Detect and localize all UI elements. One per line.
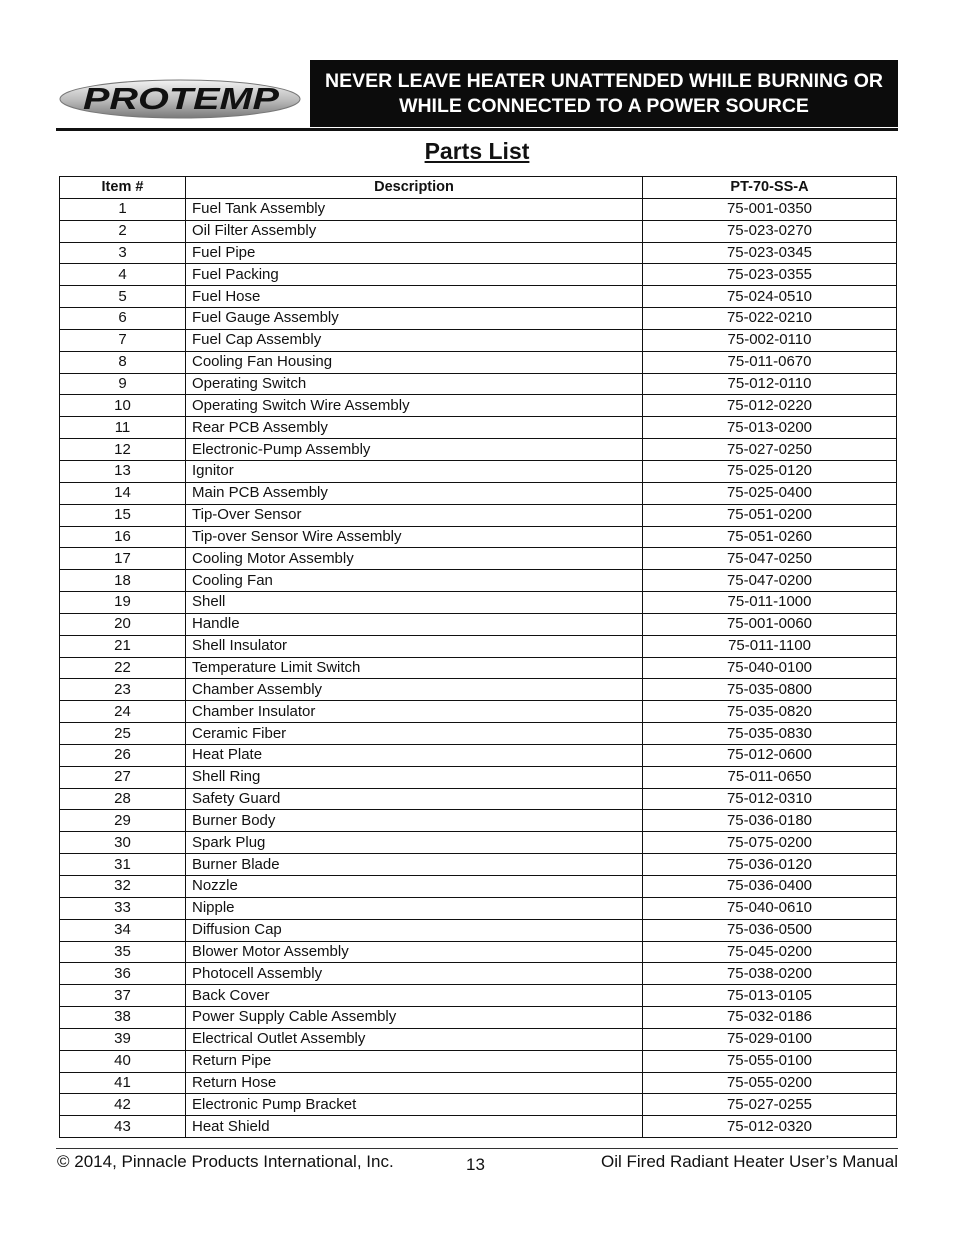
table-row xyxy=(60,985,897,1007)
description-cell: Fuel Tank Assembly xyxy=(186,198,643,220)
description-cell: Photocell Assembly xyxy=(186,963,643,985)
page-number: 13 xyxy=(466,1155,485,1174)
part-number-cell: 75-047-0200 xyxy=(643,570,897,592)
item-number-cell: 6 xyxy=(60,308,186,330)
part-number-cell: 75-029-0100 xyxy=(643,1028,897,1050)
table-row xyxy=(60,1094,897,1116)
description-cell: Oil Filter Assembly xyxy=(186,220,643,242)
table-row xyxy=(60,351,897,373)
item-number-cell: 33 xyxy=(60,897,186,919)
item-number-cell: 22 xyxy=(60,657,186,679)
warning-line-1: NEVER LEAVE HEATER UNATTENDED WHILE BURNING OR xyxy=(325,69,883,92)
description-cell: Temperature Limit Switch xyxy=(186,657,643,679)
part-number-cell: 75-013-0200 xyxy=(643,417,897,439)
item-number-cell: 39 xyxy=(60,1028,186,1050)
part-number-cell: 75-024-0510 xyxy=(643,286,897,308)
table-row xyxy=(60,592,897,614)
part-number-cell: 75-011-1000 xyxy=(643,592,897,614)
description-cell: Cooling Fan Housing xyxy=(186,351,643,373)
part-number-cell: 75-055-0200 xyxy=(643,1072,897,1094)
table-row xyxy=(60,264,897,286)
table-row xyxy=(60,701,897,723)
table-row xyxy=(60,198,897,220)
part-number-cell: 75-012-0600 xyxy=(643,744,897,766)
part-number-cell: 75-001-0350 xyxy=(643,198,897,220)
item-number-cell: 8 xyxy=(60,351,186,373)
table-row xyxy=(60,1028,897,1050)
item-number-cell: 28 xyxy=(60,788,186,810)
table-row xyxy=(60,897,897,919)
item-number-cell: 17 xyxy=(60,548,186,570)
description-cell: Fuel Gauge Assembly xyxy=(186,308,643,330)
item-number-cell: 34 xyxy=(60,919,186,941)
part-number-cell: 75-012-0110 xyxy=(643,373,897,395)
item-number-cell: 36 xyxy=(60,963,186,985)
part-number-cell: 75-051-0200 xyxy=(643,504,897,526)
table-row xyxy=(60,504,897,526)
part-number-cell: 75-036-0500 xyxy=(643,919,897,941)
description-cell: Electrical Outlet Assembly xyxy=(186,1028,643,1050)
table-row xyxy=(60,613,897,635)
description-cell: Nipple xyxy=(186,897,643,919)
table-row xyxy=(60,548,897,570)
description-cell: Operating Switch Wire Assembly xyxy=(186,395,643,417)
item-number-cell: 3 xyxy=(60,242,186,264)
item-number-cell: 41 xyxy=(60,1072,186,1094)
column-header-part-number: PT-70-SS-A xyxy=(643,177,897,199)
part-number-cell: 75-036-0400 xyxy=(643,876,897,898)
part-number-cell: 75-040-0100 xyxy=(643,657,897,679)
part-number-cell: 75-036-0120 xyxy=(643,854,897,876)
description-cell: Burner Body xyxy=(186,810,643,832)
header-divider xyxy=(56,128,898,131)
part-number-cell: 75-011-0650 xyxy=(643,766,897,788)
table-row xyxy=(60,854,897,876)
item-number-cell: 2 xyxy=(60,220,186,242)
table-row xyxy=(60,329,897,351)
table-row xyxy=(60,657,897,679)
description-cell: Ignitor xyxy=(186,460,643,482)
description-cell: Return Pipe xyxy=(186,1050,643,1072)
description-cell: Burner Blade xyxy=(186,854,643,876)
item-number-cell: 31 xyxy=(60,854,186,876)
column-header-item: Item # xyxy=(60,177,186,199)
item-number-cell: 15 xyxy=(60,504,186,526)
description-cell: Fuel Hose xyxy=(186,286,643,308)
part-number-cell: 75-023-0270 xyxy=(643,220,897,242)
table-row xyxy=(60,460,897,482)
item-number-cell: 30 xyxy=(60,832,186,854)
description-cell: Heat Shield xyxy=(186,1116,643,1138)
table-row xyxy=(60,941,897,963)
description-cell: Spark Plug xyxy=(186,832,643,854)
item-number-cell: 38 xyxy=(60,1007,186,1029)
table-row xyxy=(60,526,897,548)
part-number-cell: 75-011-0670 xyxy=(643,351,897,373)
part-number-cell: 75-045-0200 xyxy=(643,941,897,963)
description-cell: Electronic Pump Bracket xyxy=(186,1094,643,1116)
part-number-cell: 75-012-0320 xyxy=(643,1116,897,1138)
logo-wordmark: PROTEMP xyxy=(83,81,280,116)
description-cell: Cooling Fan xyxy=(186,570,643,592)
part-number-cell: 75-038-0200 xyxy=(643,963,897,985)
part-number-cell: 75-023-0345 xyxy=(643,242,897,264)
part-number-cell: 75-012-0310 xyxy=(643,788,897,810)
description-cell: Nozzle xyxy=(186,876,643,898)
table-row xyxy=(60,1007,897,1029)
description-cell: Electronic-Pump Assembly xyxy=(186,439,643,461)
part-number-cell: 75-051-0260 xyxy=(643,526,897,548)
description-cell: Fuel Pipe xyxy=(186,242,643,264)
table-row xyxy=(60,373,897,395)
table-row xyxy=(60,482,897,504)
table-row xyxy=(60,1050,897,1072)
part-number-cell: 75-032-0186 xyxy=(643,1007,897,1029)
item-number-cell: 23 xyxy=(60,679,186,701)
item-number-cell: 32 xyxy=(60,876,186,898)
item-number-cell: 4 xyxy=(60,264,186,286)
protemp-logo xyxy=(56,60,310,127)
description-cell: Tip-over Sensor Wire Assembly xyxy=(186,526,643,548)
table-row xyxy=(60,439,897,461)
item-number-cell: 9 xyxy=(60,373,186,395)
description-cell: Back Cover xyxy=(186,985,643,1007)
part-number-cell: 75-023-0355 xyxy=(643,264,897,286)
description-cell: Ceramic Fiber xyxy=(186,723,643,745)
table-row xyxy=(60,242,897,264)
table-row xyxy=(60,679,897,701)
description-cell: Shell Insulator xyxy=(186,635,643,657)
part-number-cell: 75-035-0830 xyxy=(643,723,897,745)
table-row xyxy=(60,876,897,898)
part-number-cell: 75-025-0400 xyxy=(643,482,897,504)
table-row xyxy=(60,570,897,592)
part-number-cell: 75-002-0110 xyxy=(643,329,897,351)
part-number-cell: 75-011-1100 xyxy=(643,635,897,657)
table-row xyxy=(60,723,897,745)
item-number-cell: 21 xyxy=(60,635,186,657)
description-cell: Blower Motor Assembly xyxy=(186,941,643,963)
item-number-cell: 11 xyxy=(60,417,186,439)
part-number-cell: 75-022-0210 xyxy=(643,308,897,330)
table-row xyxy=(60,220,897,242)
description-cell: Chamber Assembly xyxy=(186,679,643,701)
description-cell: Rear PCB Assembly xyxy=(186,417,643,439)
item-number-cell: 14 xyxy=(60,482,186,504)
item-number-cell: 7 xyxy=(60,329,186,351)
table-row xyxy=(60,788,897,810)
part-number-cell: 75-027-0255 xyxy=(643,1094,897,1116)
description-cell: Tip-Over Sensor xyxy=(186,504,643,526)
table-row xyxy=(60,635,897,657)
item-number-cell: 19 xyxy=(60,592,186,614)
part-number-cell: 75-035-0820 xyxy=(643,701,897,723)
description-cell: Main PCB Assembly xyxy=(186,482,643,504)
footer-divider xyxy=(56,1148,898,1149)
description-cell: Fuel Cap Assembly xyxy=(186,329,643,351)
warning-banner xyxy=(310,60,898,127)
part-number-cell: 75-047-0250 xyxy=(643,548,897,570)
table-row xyxy=(60,1116,897,1138)
item-number-cell: 24 xyxy=(60,701,186,723)
item-number-cell: 40 xyxy=(60,1050,186,1072)
table-row xyxy=(60,417,897,439)
item-number-cell: 25 xyxy=(60,723,186,745)
part-number-cell: 75-012-0220 xyxy=(643,395,897,417)
column-header-description: Description xyxy=(186,177,643,199)
parts-table xyxy=(59,176,897,1138)
description-cell: Safety Guard xyxy=(186,788,643,810)
page-header xyxy=(56,60,898,127)
item-number-cell: 10 xyxy=(60,395,186,417)
table-row xyxy=(60,308,897,330)
item-number-cell: 29 xyxy=(60,810,186,832)
description-cell: Return Hose xyxy=(186,1072,643,1094)
item-number-cell: 16 xyxy=(60,526,186,548)
item-number-cell: 43 xyxy=(60,1116,186,1138)
item-number-cell: 5 xyxy=(60,286,186,308)
part-number-cell: 75-035-0800 xyxy=(643,679,897,701)
part-number-cell: 75-040-0610 xyxy=(643,897,897,919)
part-number-cell: 75-001-0060 xyxy=(643,613,897,635)
table-row xyxy=(60,744,897,766)
footer-copyright: © 2014, Pinnacle Products International, Inc. xyxy=(57,1152,394,1171)
description-cell: Chamber Insulator xyxy=(186,701,643,723)
table-row xyxy=(60,286,897,308)
part-number-cell: 75-013-0105 xyxy=(643,985,897,1007)
part-number-cell: 75-027-0250 xyxy=(643,439,897,461)
table-row xyxy=(60,963,897,985)
page-title: Parts List xyxy=(424,138,530,164)
item-number-cell: 42 xyxy=(60,1094,186,1116)
warning-line-2: WHILE CONNECTED TO A POWER SOURCE xyxy=(399,94,809,117)
footer-manual-title: Oil Fired Radiant Heater User’s Manual xyxy=(601,1152,898,1171)
item-number-cell: 26 xyxy=(60,744,186,766)
item-number-cell: 18 xyxy=(60,570,186,592)
description-cell: Shell xyxy=(186,592,643,614)
item-number-cell: 12 xyxy=(60,439,186,461)
part-number-cell: 75-025-0120 xyxy=(643,460,897,482)
item-number-cell: 13 xyxy=(60,460,186,482)
item-number-cell: 27 xyxy=(60,766,186,788)
table-row xyxy=(60,810,897,832)
description-cell: Fuel Packing xyxy=(186,264,643,286)
table-row xyxy=(60,832,897,854)
description-cell: Operating Switch xyxy=(186,373,643,395)
part-number-cell: 75-075-0200 xyxy=(643,832,897,854)
table-row xyxy=(60,919,897,941)
item-number-cell: 35 xyxy=(60,941,186,963)
part-number-cell: 75-036-0180 xyxy=(643,810,897,832)
part-number-cell: 75-055-0100 xyxy=(643,1050,897,1072)
description-cell: Heat Plate xyxy=(186,744,643,766)
description-cell: Handle xyxy=(186,613,643,635)
item-number-cell: 1 xyxy=(60,198,186,220)
item-number-cell: 20 xyxy=(60,613,186,635)
table-header-row xyxy=(60,177,897,199)
table-row xyxy=(60,395,897,417)
description-cell: Shell Ring xyxy=(186,766,643,788)
description-cell: Power Supply Cable Assembly xyxy=(186,1007,643,1029)
table-row xyxy=(60,1072,897,1094)
description-cell: Cooling Motor Assembly xyxy=(186,548,643,570)
description-cell: Diffusion Cap xyxy=(186,919,643,941)
table-row xyxy=(60,766,897,788)
item-number-cell: 37 xyxy=(60,985,186,1007)
